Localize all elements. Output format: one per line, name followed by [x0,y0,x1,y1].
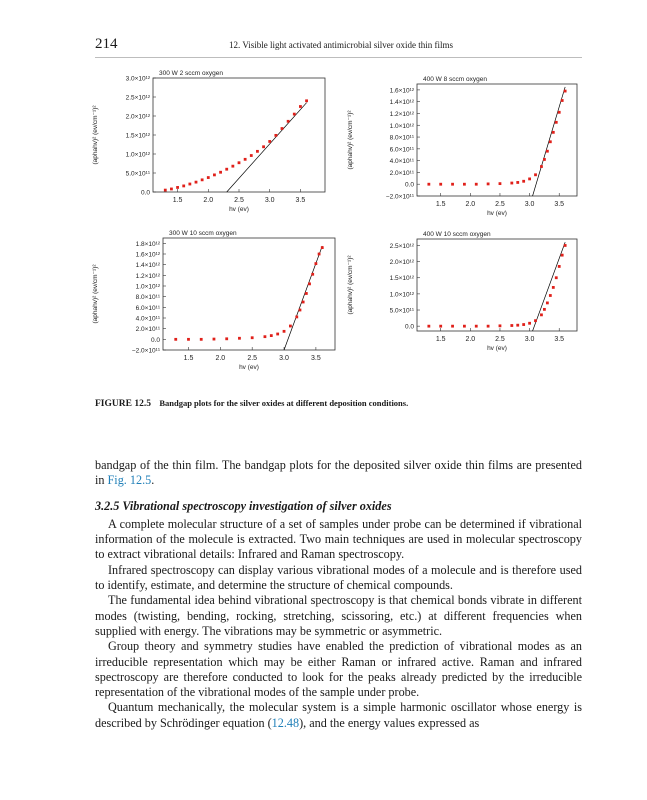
fit-line [533,87,566,196]
paragraph [95,458,582,489]
running-title: 12. Visible light activated antimicrobial silver oxide thin films [229,40,454,50]
paragraph-text: ), and the energy values expressed as [299,715,480,730]
x-tick-label: 2.0 [215,355,226,362]
data-point [274,134,277,137]
y-tick-label: 1.0×10¹² [135,283,160,291]
chart-panel-3 [85,226,335,391]
y-axis-label: (aphahv)² (ev/cm⁻¹)² [92,264,99,324]
y-tick-label: 1.4×10¹² [135,262,160,270]
data-point [549,294,552,297]
fit-line [227,103,307,192]
page-number: 214 [95,36,118,52]
data-point [251,336,254,339]
data-point [213,338,216,341]
data-point [546,302,549,305]
y-tick-label: 1.0×10¹² [389,122,414,130]
x-tick-label: 3.5 [311,355,321,362]
x-tick-label: 3.5 [554,336,565,343]
y-tick-label: 1.2×10¹² [389,110,414,118]
data-point [522,323,525,326]
x-tick-label: 3.0 [279,355,289,362]
chart-panel-2 [340,72,595,232]
y-tick-label: 1.6×10¹² [389,87,414,95]
data-point [463,183,466,186]
equation-link[interactable]: 12.48 [271,715,300,730]
data-point [238,161,241,164]
data-point [308,282,311,285]
data-point [207,176,210,179]
data-point [225,337,228,340]
data-point [289,325,292,328]
y-tick-label: 2.0×10¹¹ [389,169,414,177]
section-heading: 3.2.5 Vibrational spectroscopy investigation of silver oxides [95,498,392,513]
data-point [543,158,546,161]
y-tick-label: 2.0×10¹¹ [135,326,160,334]
data-point [427,325,430,328]
data-point [528,178,531,181]
y-tick-label: 5.0×10¹¹ [389,307,414,315]
y-tick-label: 0.0 [150,336,160,344]
x-axis-label: hv (ev) [487,210,507,217]
data-point [564,90,567,93]
data-point [540,313,543,316]
data-point [283,330,286,333]
y-tick-label: 8.0×10¹¹ [135,294,160,302]
y-tick-label: 1.8×10¹² [135,240,160,248]
data-point [546,150,549,153]
data-point [528,322,531,325]
paragraph [95,700,582,731]
data-point [270,334,273,337]
x-tick-label: 2.5 [495,336,505,343]
data-point [262,145,265,148]
data-point [439,183,442,186]
data-point [463,325,466,328]
figure-caption [95,398,585,409]
bandgap-figure [85,64,595,394]
data-point [305,292,308,295]
y-tick-label: 2.5×10¹² [389,242,414,250]
data-point [238,337,241,340]
data-point [302,301,305,304]
y-tick-label: 3.0×10¹² [125,75,150,83]
data-point [543,308,546,311]
paragraph-text: Quantum mechanically, the molecular system is a simple harmonic oscillator whose energy is described by Schrödinger equation ( [95,700,582,730]
y-axis-label: (aphahv)² (ev/cm⁻¹)² [92,105,99,165]
data-point [439,325,442,328]
data-point [213,174,216,177]
data-point [564,244,567,247]
data-point [174,338,177,341]
fit-line [533,242,566,331]
y-tick-label: 1.2×10¹² [135,272,160,280]
x-tick-label: 1.5 [172,197,183,204]
data-point [510,182,513,185]
chart-panel-4 [340,227,595,367]
data-point [170,188,173,191]
data-point [499,324,502,327]
x-tick-label: 2.0 [203,197,214,204]
y-tick-label: 2.5×10¹² [125,94,150,102]
y-tick-label: 1.6×10¹² [135,251,160,259]
data-point [164,189,167,192]
panel-title: 300 W 2 sccm oxygen [159,70,223,77]
data-point [510,324,513,327]
data-point [264,335,267,338]
y-tick-label: 6.0×10¹¹ [389,146,414,154]
data-point [516,181,519,184]
y-tick-label: 0.0 [404,181,414,189]
y-tick-label: 8.0×10¹¹ [389,134,414,142]
y-tick-label: 1.0×10¹² [125,151,150,159]
data-point [552,131,555,134]
data-point [475,325,478,328]
x-axis-label: hv (ev) [229,206,249,213]
data-point [219,171,222,174]
data-point [188,183,191,186]
x-tick-label: 3.5 [554,201,565,208]
y-tick-label: 0.0 [140,189,150,197]
x-tick-label: 2.0 [465,336,476,343]
data-point [427,183,430,186]
plot-frame [163,238,335,350]
data-point [549,140,552,143]
paragraph-text: bandgap of the thin film. The bandgap plots for the deposited silver oxide thin films are presented in [95,458,582,488]
data-point [451,325,454,328]
figure-link[interactable]: Fig. 12.5 [107,473,152,488]
data-point [540,165,543,168]
x-tick-label: 3.0 [524,336,535,343]
data-point [552,286,555,289]
data-point [250,154,253,157]
y-tick-label: 1.5×10¹² [389,275,414,283]
data-point [295,316,298,319]
x-tick-label: 2.5 [495,201,505,208]
data-point [318,253,321,256]
data-point [276,333,279,336]
data-point [558,265,561,268]
paragraph: Group theory and symmetry studies have enabled the prediction of vibrational modes as an irreducible representation which may be either Raman or infrared active. Raman and infrared spectroscopy are therefore conducted to look for the peaks already predicted by the irreducible representation of the vibrational modes of the sample under probe. [95,639,582,700]
data-point [561,254,564,257]
data-point [200,338,203,341]
x-tick-label: 1.5 [435,336,446,343]
y-tick-label: 4.0×10¹¹ [135,315,160,323]
y-tick-label: 5.0×10¹¹ [125,170,150,178]
y-tick-label: −2.0×10¹¹ [385,193,414,201]
data-point [195,181,198,184]
data-point [268,140,271,143]
x-tick-label: 3.0 [264,197,275,204]
data-point [299,309,302,312]
panel-title: 400 W 10 sccm oxygen [423,231,491,238]
data-point [176,186,179,189]
data-point [321,246,324,249]
x-tick-label: 3.5 [295,197,306,204]
data-point [516,324,519,327]
y-tick-label: −2.0×10¹¹ [131,347,160,355]
data-point [244,158,247,161]
data-point [451,183,454,186]
x-axis-label: hv (ev) [487,345,507,352]
paragraph-text: . [151,473,155,488]
data-point [534,319,537,322]
data-point [555,121,558,124]
y-tick-label: 1.4×10¹² [389,99,414,107]
data-point [558,111,561,114]
data-point [487,325,490,328]
data-point [311,273,314,276]
x-tick-label: 2.0 [465,201,476,208]
data-point [534,173,537,176]
x-tick-label: 3.0 [524,201,535,208]
data-point [499,182,502,185]
x-axis-label: hv (ev) [239,364,259,371]
data-point [305,99,308,102]
plot-frame [153,78,325,192]
data-point [182,185,185,188]
x-tick-label: 1.5 [183,355,194,362]
x-tick-label: 2.5 [234,197,244,204]
chart-panel-1 [85,66,335,228]
y-tick-label: 4.0×10¹¹ [389,158,414,166]
x-tick-label: 1.5 [435,201,446,208]
data-point [293,113,296,116]
y-tick-label: 1.5×10¹² [125,132,150,140]
data-point [522,180,525,183]
panel-title: 300 W 10 sccm oxygen [169,230,237,237]
y-tick-label: 2.0×10¹² [125,113,150,121]
plot-frame [417,239,577,331]
data-point [561,99,564,102]
paragraph: The fundamental idea behind vibrational spectroscopy is that chemical bonds vibrate in different modes (twisting, bending, rocking, stretching, scissoring, etc.) at different frequencies when supplied with energy. The vibrations may be symmetric or asymmetric. [95,593,582,638]
plot-frame [417,84,577,196]
caption-label: FIGURE 12.5 [95,399,151,409]
data-point [555,276,558,279]
paragraph: Infrared spectroscopy can display various vibrational modes of a molecule and is therefore used to identify, estimate, and determine the structure of chemical compounds. [95,562,582,593]
data-point [256,150,259,153]
data-point [201,178,204,181]
y-axis-label: (aphahv)² (ev/cm⁻¹)² [347,255,354,315]
x-tick-label: 2.5 [247,355,258,362]
data-point [225,168,228,171]
data-point [231,165,234,168]
y-tick-label: 0.0 [404,323,414,331]
panel-title: 400 W 8 sccm oxygen [423,76,487,83]
y-tick-label: 1.0×10¹² [389,291,414,299]
data-point [287,120,290,123]
paragraph: A complete molecular structure of a set of samples under probe can be determined if vibrational information of the molecule is extracted. Two main techniques are used in molecular spectroscopy to extract vibrational details: Infrared and Raman spectroscopy. [95,516,582,562]
page-header [95,36,582,56]
fit-line [284,246,322,350]
data-point [187,338,190,341]
data-point [314,262,317,265]
y-tick-label: 6.0×10¹¹ [135,304,160,312]
y-tick-label: 2.0×10¹² [389,259,414,267]
body-text [95,458,582,731]
header-rule [95,57,582,58]
data-point [475,183,478,186]
y-axis-label: (aphahv)² (ev/cm⁻¹)² [347,110,354,170]
caption-text: Bandgap plots for the silver oxides at different deposition conditions. [159,398,409,408]
data-point [281,127,284,130]
data-point [487,183,490,186]
data-point [299,105,302,108]
